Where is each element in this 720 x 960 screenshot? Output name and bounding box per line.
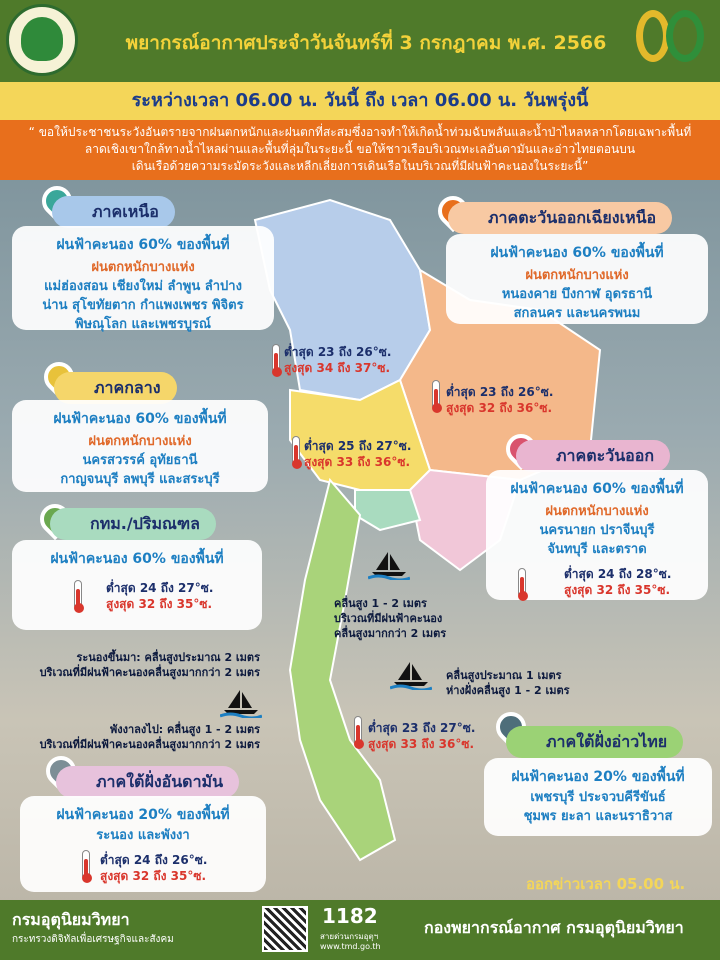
northeast-tag: ภาคตะวันออกเฉียงเหนือ — [448, 202, 672, 234]
central-heavy: ฝนตกหนักบางแห่ง — [88, 434, 192, 449]
north-temp-low: ต่ำสุด 23 ถึง 26°ซ. — [284, 345, 392, 359]
east-heavy: ฝนตกหนักบางแห่ง — [545, 504, 649, 519]
forecast-period — [0, 82, 720, 120]
south-gulf-tag: ภาคใต้ฝั่งอ่าวไทย — [506, 726, 683, 758]
footer-department: กรมอุตุนิยมวิทยา — [12, 910, 130, 929]
header-bar — [0, 0, 720, 82]
gulf-upper-wave-2: บริเวณที่มีฝนฟ้าคะนอง — [334, 612, 443, 625]
footer-ministry: กระทรวงดิจิทัลเพื่อเศรษฐกิจและสังคม — [12, 934, 174, 945]
south-gulf-prov-1: เพชรบุรี ประจวบคีรีขันธ์ — [530, 790, 666, 805]
sailboat-icon — [390, 660, 432, 690]
east-prov-1: นครนายก ปราจีนบุรี — [539, 523, 655, 538]
region-south — [290, 480, 395, 860]
andaman-lower-wave-2: บริเวณที่มีฝนฟ้าคะนองคลื่นสูงมากกว่า 2 เมตร — [39, 738, 260, 751]
gulf-upper-wave-3: คลื่นสูงมากกว่า 2 เมตร — [334, 627, 447, 640]
south-andaman-temp — [100, 852, 207, 884]
gulf-lower-wave-1: คลื่นสูงประมาณ 1 เมตร — [446, 669, 562, 682]
northeast-prov-1: หนองคาย บึงกาฬ อุดรธานี — [501, 287, 653, 302]
tmd-logo — [6, 4, 78, 76]
central-prov-2: กาญจนบุรี ลพบุรี และสระบุรี — [60, 472, 220, 487]
northeast-temp — [446, 384, 553, 416]
east-temp — [564, 566, 671, 598]
east-prov-2: จันทบุรี และตราด — [547, 542, 647, 557]
south-gulf-rain: ฝนฟ้าคะนอง 20% ของพื้นที่ — [511, 769, 685, 785]
south-gulf-card — [484, 758, 712, 836]
north-heavy: ฝนตกหนักบางแห่ง — [91, 260, 195, 275]
website-link[interactable]: www.tmd.go.th — [320, 942, 381, 951]
south-gulf-temp-high: สูงสุด 33 ถึง 36°ซ. — [368, 737, 475, 751]
northeast-heavy: ฝนตกหนักบางแห่ง — [525, 268, 629, 283]
east-rain: ฝนฟ้าคะนอง 60% ของพื้นที่ — [510, 481, 684, 497]
gulf-lower-wave-2: ห่างฝั่งคลื่นสูง 1 - 2 เมตร — [446, 684, 570, 697]
northeast-temp-low: ต่ำสุด 23 ถึง 26°ซ. — [446, 385, 554, 399]
north-prov-2: น่าน สุโขทัยตาก กำแพงเพชร พิจิตร — [42, 298, 244, 313]
northeast-card — [446, 234, 708, 324]
north-card — [12, 226, 274, 330]
central-temp-high: สูงสุด 33 ถึง 36°ซ. — [304, 455, 411, 469]
northeast-rain: ฝนฟ้าคะนอง 60% ของพื้นที่ — [490, 245, 664, 261]
andaman-lower-waves — [12, 722, 260, 752]
warning-line-2: ลาดเชิงเขาใกล้ทางน้ำไหลผ่านและพื้นที่ลุ่มในระยะนี้ ขอให้ชาวเรือบริเวณทะเลอันดามันและอ่าวไทยตอนบน — [84, 142, 636, 156]
period-text: ระหว่างเวลา 06.00 น. วันนี้ ถึง เวลา 06.00 น. วันพรุ่งนี้ — [131, 90, 589, 111]
north-thermometer-icon — [272, 344, 280, 374]
gulf-lower-waves — [446, 668, 570, 698]
northeast-thermometer-icon — [432, 380, 440, 410]
gulf-upper-wave-1: คลื่นสูง 1 - 2 เมตร — [334, 597, 427, 610]
central-temp — [304, 438, 411, 470]
central-rain: ฝนฟ้าคะนอง 60% ของพื้นที่ — [53, 411, 227, 427]
andaman-upper-wave-1: ระนองขึ้นมา: คลื่นสูงประมาณ 2 เมตร — [76, 651, 260, 664]
issue-time: ออกข่าวเวลา 05.00 น. — [526, 875, 686, 893]
anniversary-logo — [632, 6, 712, 76]
bangkok-thermometer-icon — [74, 580, 82, 610]
south-gulf-prov-2: ชุมพร ยะลา และนราธิวาส — [523, 809, 673, 824]
page-title: พยากรณ์อากาศประจำวันจันทร์ที่ 3 กรกฎาคม พ.ศ. 2566 — [125, 32, 607, 54]
footer — [0, 900, 720, 960]
south-andaman-rain: ฝนฟ้าคะนอง 20% ของพื้นที่ — [56, 807, 230, 823]
south-gulf-temp-low: ต่ำสุด 23 ถึง 27°ซ. — [368, 721, 476, 735]
east-card — [486, 470, 708, 600]
andaman-lower-wave-1: พังงาลงไป: คลื่นสูง 1 - 2 เมตร — [110, 723, 260, 736]
warning-banner — [0, 120, 720, 180]
northeast-temp-high: สูงสุด 32 ถึง 36°ซ. — [446, 401, 553, 415]
central-thermometer-icon — [292, 436, 300, 466]
north-temp — [284, 344, 391, 376]
south-andaman-prov-1: ระนอง และพังงา — [96, 828, 190, 843]
east-temp-high: สูงสุด 32 ถึง 35°ซ. — [564, 583, 671, 597]
footer-division: กองพยากรณ์อากาศ กรมอุตุนิยมวิทยา — [424, 918, 684, 937]
sailboat-icon — [220, 688, 262, 718]
gulf-upper-waves — [334, 596, 446, 641]
central-tag: ภาคกลาง — [54, 372, 177, 404]
warning-line-3: เดินเรือด้วยความระมัดระวังและหลีกเลี่ยงการเดินเรือในบริเวณที่มีฝนฟ้าคะนองในระยะนี้” — [131, 159, 589, 173]
south-andaman-temp-low: ต่ำสุด 24 ถึง 26°ซ. — [100, 853, 208, 867]
bangkok-tag: กทม./ปริมณฑล — [50, 508, 216, 540]
south-andaman-temp-high: สูงสุด 32 ถึง 35°ซ. — [100, 869, 207, 883]
northeast-prov-2: สกลนคร และนครพนม — [513, 306, 641, 321]
sailboat-icon — [368, 550, 410, 580]
andaman-upper-wave-2: บริเวณที่มีฝนฟ้าคะนองคลื่นสูงมากกว่า 2 เมตร — [39, 666, 260, 679]
south-andaman-card — [20, 796, 266, 892]
hotline-label: สายด่วนกรมอุตุฯ — [320, 932, 379, 941]
andaman-upper-waves — [12, 650, 260, 680]
south-gulf-temp — [368, 720, 475, 752]
central-card — [12, 400, 268, 492]
north-temp-high: สูงสุด 34 ถึง 37°ซ. — [284, 361, 391, 375]
bangkok-card — [12, 540, 262, 630]
east-thermometer-icon — [518, 568, 526, 598]
bangkok-temp — [106, 580, 213, 612]
north-prov-1: แม่ฮ่องสอน เชียงใหม่ ลำพูน ลำปาง — [44, 279, 242, 294]
north-rain: ฝนฟ้าคะนอง 60% ของพื้นที่ — [56, 237, 230, 253]
hotline-number[interactable]: 1182 — [322, 904, 378, 928]
warning-line-1: “ ขอให้ประชาชนระวังอันตรายจากฝนตกหนักและฝนตกที่สะสมซึ่งอาจทำให้เกิดน้ำท่วมฉับพลันและน้ำป่าไหลหลากโดยเฉพาะพื้นที่ — [28, 125, 692, 139]
central-temp-low: ต่ำสุด 25 ถึง 27°ซ. — [304, 439, 412, 453]
central-prov-1: นครสวรรค์ อุทัยธานี — [82, 453, 198, 468]
north-tag: ภาคเหนือ — [52, 196, 175, 228]
bangkok-temp-high: สูงสุด 32 ถึง 35°ซ. — [106, 597, 213, 611]
south-andaman-thermometer-icon — [82, 850, 90, 880]
bangkok-temp-low: ต่ำสุด 24 ถึง 27°ซ. — [106, 581, 214, 595]
bangkok-rain: ฝนฟ้าคะนอง 60% ของพื้นที่ — [50, 551, 224, 567]
north-prov-3: พิษณุโลก และเพชรบูรณ์ — [75, 317, 211, 332]
region-bangkok — [355, 490, 420, 530]
south-gulf-thermometer-icon — [354, 716, 362, 746]
qr-code-icon[interactable] — [262, 906, 308, 952]
east-temp-low: ต่ำสุด 24 ถึง 28°ซ. — [564, 567, 672, 581]
south-andaman-tag: ภาคใต้ฝั่งอันดามัน — [56, 766, 239, 798]
east-tag: ภาคตะวันออก — [516, 440, 670, 472]
